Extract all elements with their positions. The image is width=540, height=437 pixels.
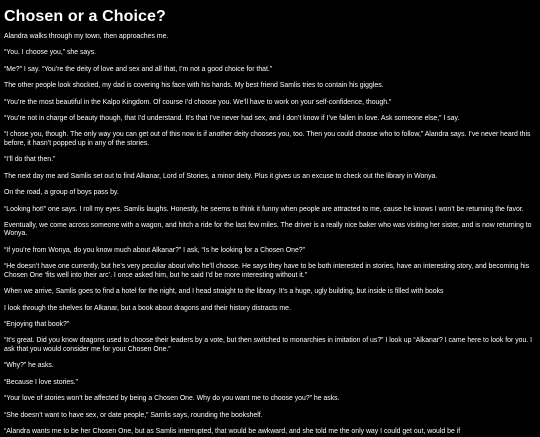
story-paragraph: “Alandra wants me to be her Chosen One, but as Samlis interrupted, that would be awkward, and she told me the only way I could get out, would be if	[4, 427, 461, 435]
story-paragraph: The next day me and Samlis set out to find Alkanar, Lord of Stories, a minor deity. Plus it gives us an excuse to check out the library in Wonya.	[4, 172, 438, 180]
story-paragraph: “She doesn’t want to have sex, or date people,” Samlis says, rounding the bookshelf.	[4, 411, 263, 419]
story-paragraph: “Why?” he asks.	[4, 362, 54, 370]
story-paragraph: “You’re not in charge of beauty though, that I’d understand. It’s that I’ve never had sex, and I don’t know if I’ve fallen in love. Ask someone else,” I say.	[4, 114, 460, 122]
story-paragraph: “Enjoying that book?”	[4, 321, 70, 329]
story-paragraph: “I chose you, though. The only way you can get out of this now is if another deity chooses you, too. Then you could choose who to follow,” Alandra says. I’ve never heard this before, it hasn’t popped up in any of the stories.	[4, 131, 531, 147]
story-paragraph: “He doesn’t have one currently, but he’s very peculiar about who he’ll choose. He says they have to be both interested in stories, have an interesting story, and becoming his Chosen One ‘fits well into their arc’. I once asked him, but he said I’d be more interesting without it.”	[4, 263, 530, 279]
story-paragraph: “Me?” I say. “You’re the deity of love and sex and all that, I’m not a good choice for that.”	[4, 65, 273, 73]
story-paragraph: “Because I love stories.”	[4, 378, 78, 386]
story-paragraph: The other people look shocked, my dad is covering his face with his hands. My best friend Samlis tries to contain his giggles.	[4, 82, 384, 90]
story-paragraph: “I’ll do that then.”	[4, 156, 56, 164]
story-title: Chosen or a Choice?	[4, 8, 166, 25]
story-paragraph: “You. I choose you,” she says.	[4, 49, 97, 57]
story-paragraph: “Your love of stories won’t be affected by being a Chosen One. Why do you want me to choose you?” he asks.	[4, 395, 340, 403]
story-paragraph: Alandra walks through my town, then approaches me.	[4, 33, 169, 40]
story-paragraph: I look through the shelves for Alkanar, but a book about dragons and their history distracts me.	[4, 304, 291, 312]
story-paragraph: On the road, a group of boys pass by.	[4, 189, 119, 197]
story-paragraph: Eventually, we come across someone with a wagon, and hitch a ride for the last few miles. The driver is a really nice baker who was visiting her sister, and is now returning to Wonya.	[4, 221, 532, 238]
story-paragraph: When we arrive, Samlis goes to find a hotel for the night, and I head straight to the library. It’s a huge, ugly building, but inside is filled with books	[4, 288, 444, 296]
story-paragraph: “You’re the most beautiful in the Kalpo Kingdom. Of course I’d choose you. We’ll have to work on your self-confidence, though.”	[4, 98, 392, 106]
story-paragraph: “It’s great. Did you know dragons used to choose their leaders by a vote, but then switched to monarchies in imitation of us?” I look up “Alkanar? I came here to look for you. I ask that you would consider me for your Chosen One.”	[4, 337, 533, 354]
story-paragraph: “If you’re from Wonya, do you know much about Alkanar?” I ask, “Is he looking for a Chosen One?”	[4, 246, 305, 254]
story-paragraph: “Looking hot!” one says. I roll my eyes. Samlis laughs. Honestly, he seems to think it funny when people are attracted to me, cause he knows I won’t be returning the favor.	[4, 205, 524, 213]
story-body	[4, 33, 540, 437]
